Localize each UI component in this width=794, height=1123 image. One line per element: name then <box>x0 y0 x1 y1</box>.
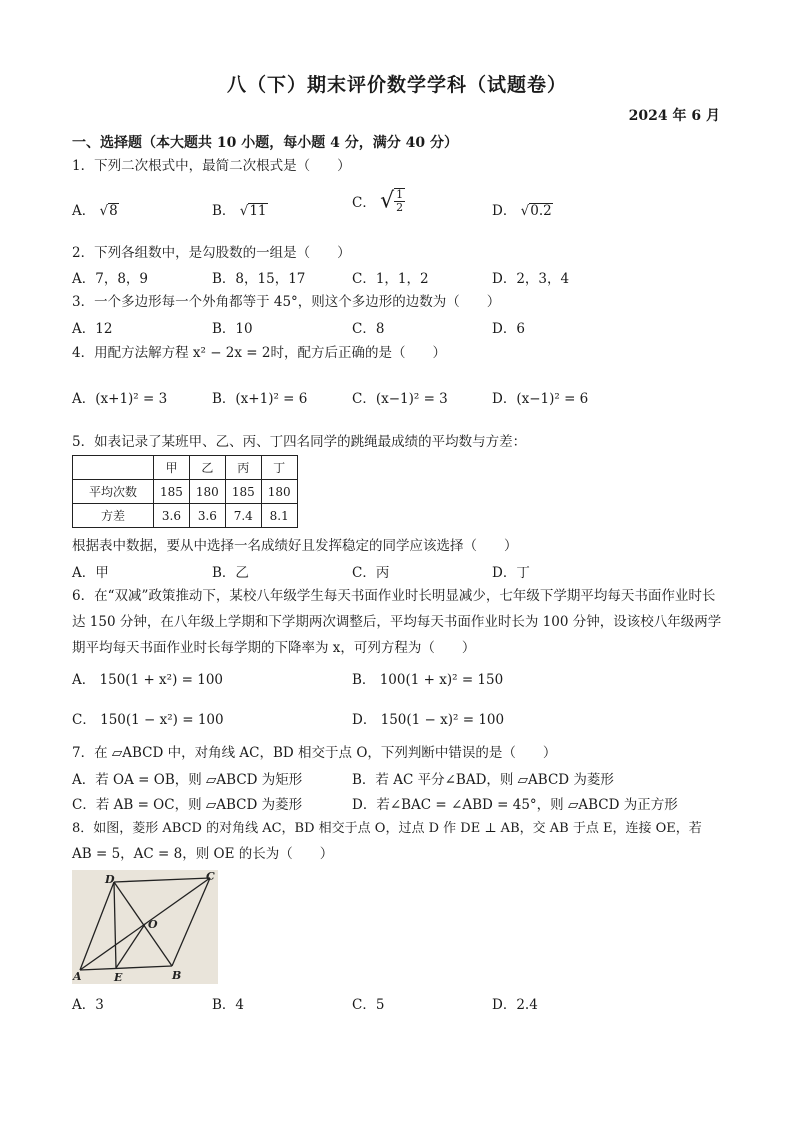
question-6-stem: 6．在“双减”政策推动下，某校八年级学生每天书面作业时长明显减少，七年级下学期平均每天书面作业时长达 150 分钟，在八年级上学期和下学期两次调整后，平均每天书面作业时长为 100 分钟，设该校八年级两学期平均每天书面作业时长每学期的下降率为 x，可列方程为（ ） <box>72 588 722 656</box>
q2-option-a: A．7，8，9 <box>72 271 149 287</box>
q2-option-d: D．2，3，4 <box>492 271 570 287</box>
vertex-b-label: B <box>172 969 182 982</box>
q6-option-a: A． 150(1 + x²) = 100 <box>72 672 224 688</box>
q1-option-b-value: 11 <box>249 203 267 219</box>
q5-option-c: C．丙 <box>352 565 390 581</box>
table-row <box>73 504 298 528</box>
q2-option-c: C．1，1，2 <box>352 271 429 287</box>
q4-option-b: B．(x+1)² = 6 <box>212 391 308 407</box>
q4-option-d: D．(x−1)² = 6 <box>492 391 589 407</box>
q1-option-a-label: A． <box>72 203 96 219</box>
question-2-stem: 2．下列各组数中，是勾股数的一组是（ ） <box>72 245 351 261</box>
q5-option-b: B．乙 <box>212 565 249 581</box>
q1-option-b-label: B． <box>212 203 236 219</box>
question-7-stem: 7．在 ▱ABCD 中，对角线 AC，BD 相交于点 O，下列判断中错误的是（ ） <box>72 745 557 761</box>
question-5-stem: 5．如表记录了某班甲、乙、丙、丁四名同学的跳绳最成绩的平均数与方差： <box>72 434 527 450</box>
table-cell: 7.4 <box>225 504 261 528</box>
q3-option-a: A．12 <box>72 321 113 337</box>
q7-option-a: A．若 OA = OB，则 ▱ABCD 为矩形 <box>72 772 303 788</box>
q8-option-b: B．4 <box>212 997 245 1013</box>
table-row <box>73 480 298 504</box>
table-cell: 180 <box>261 480 297 504</box>
table-cell: 乙 <box>189 456 225 480</box>
diagonal-bd <box>114 882 172 966</box>
question-4-stem: 4．用配方法解方程 x² − 2x = 2时，配方后正确的是（ ） <box>72 345 446 361</box>
q8-option-a: A．3 <box>72 997 104 1013</box>
page-title: 八（下）期末评价数学学科（试题卷） <box>226 74 567 96</box>
q1-option-c-label: C． <box>352 195 376 211</box>
segment-oe <box>116 924 145 968</box>
side-cd <box>114 878 210 882</box>
q1-option-b <box>212 199 268 219</box>
sqrt-icon: √ <box>99 203 109 219</box>
table-cell: 甲 <box>154 456 190 480</box>
table-cell: 方差 <box>73 504 154 528</box>
side-da <box>80 882 114 970</box>
table-cell: 180 <box>189 480 225 504</box>
table-cell: 8.1 <box>261 504 297 528</box>
q4-option-c: C．(x−1)² = 3 <box>352 391 448 407</box>
table-cell: 185 <box>225 480 261 504</box>
q1-option-d-label: D． <box>492 203 517 219</box>
segment-de <box>114 882 116 968</box>
q6-option-d: D． 150(1 − x)² = 100 <box>352 712 505 728</box>
rhombus-figure <box>72 870 218 984</box>
question-5-prompt: 根据表中数据，要从中选择一名成绩好且发挥稳定的同学应该选择（ ） <box>72 538 518 554</box>
q1-option-a <box>72 199 119 219</box>
q1-option-a-value: 8 <box>109 203 118 219</box>
table-cell: 185 <box>154 480 190 504</box>
q7-option-d: D．若∠BAC = ∠ABD = 45°，则 ▱ABCD 为正方形 <box>352 797 678 813</box>
table-cell: 平均次数 <box>73 480 154 504</box>
table-cell: 3.6 <box>154 504 190 528</box>
vertex-c-label: C <box>206 870 215 883</box>
question-3-stem: 3．一个多边形每一个外角都等于 45°，则这个多边形的边数为（ ） <box>72 294 501 310</box>
vertex-d-label: D <box>105 873 115 886</box>
question-1-stem: 1．下列二次根式中，最简二次根式是（ ） <box>72 158 351 174</box>
point-e-label: E <box>114 971 123 984</box>
q3-option-d: D．6 <box>492 321 525 337</box>
table-cell: 丁 <box>261 456 297 480</box>
q7-option-c: C．若 AB = OC，则 ▱ABCD 为菱形 <box>72 797 303 813</box>
sqrt-icon: √ <box>239 203 249 219</box>
q1-option-c <box>352 188 405 214</box>
q3-option-b: B．10 <box>212 321 253 337</box>
score-table <box>72 455 298 528</box>
q4-option-a: A．(x+1)² = 3 <box>72 391 168 407</box>
q7-option-b: B．若 AC 平分∠BAD，则 ▱ABCD 为菱形 <box>352 772 614 788</box>
q6-option-b: B． 100(1 + x)² = 150 <box>352 672 504 688</box>
side-ab <box>80 966 172 970</box>
q8-option-d: D．2.4 <box>492 997 538 1013</box>
q1-option-c-numerator: 1 <box>396 188 404 201</box>
point-o-label: O <box>148 918 158 931</box>
q1-option-d <box>492 199 553 219</box>
sqrt-icon: √ <box>520 203 530 219</box>
table-cell <box>73 456 154 480</box>
q8-option-c: C．5 <box>352 997 385 1013</box>
q5-option-a: A．甲 <box>72 565 109 581</box>
exam-date: 2024 年 6 月 <box>628 108 720 124</box>
q1-option-d-value: 0.2 <box>530 203 552 219</box>
q1-option-c-fraction <box>394 188 405 214</box>
vertex-a-label: A <box>73 970 82 983</box>
q6-option-c: C． 150(1 − x²) = 100 <box>72 712 224 728</box>
table-cell: 3.6 <box>189 504 225 528</box>
section-heading: 一、选择题（本大题共 10 小题，每小题 4 分，满分 40 分） <box>72 135 458 151</box>
q1-option-c-denominator: 2 <box>396 201 404 214</box>
q3-option-c: C．8 <box>352 321 385 337</box>
q5-option-d: D．丁 <box>492 565 530 581</box>
table-header-row <box>73 456 298 480</box>
rhombus-diagram <box>72 870 218 984</box>
sqrt-icon: √ <box>380 188 395 214</box>
question-8-stem-line2: AB = 5，AC = 8，则 OE 的长为（ ） <box>72 846 334 862</box>
table-cell: 丙 <box>225 456 261 480</box>
q2-option-b: B．8，15，17 <box>212 271 306 287</box>
question-8-stem-line1: 8．如图，菱形 ABCD 的对角线 AC，BD 相交于点 O，过点 D 作 DE ⊥ AB，交 AB 于点 E，连接 OE，若 <box>72 821 702 836</box>
